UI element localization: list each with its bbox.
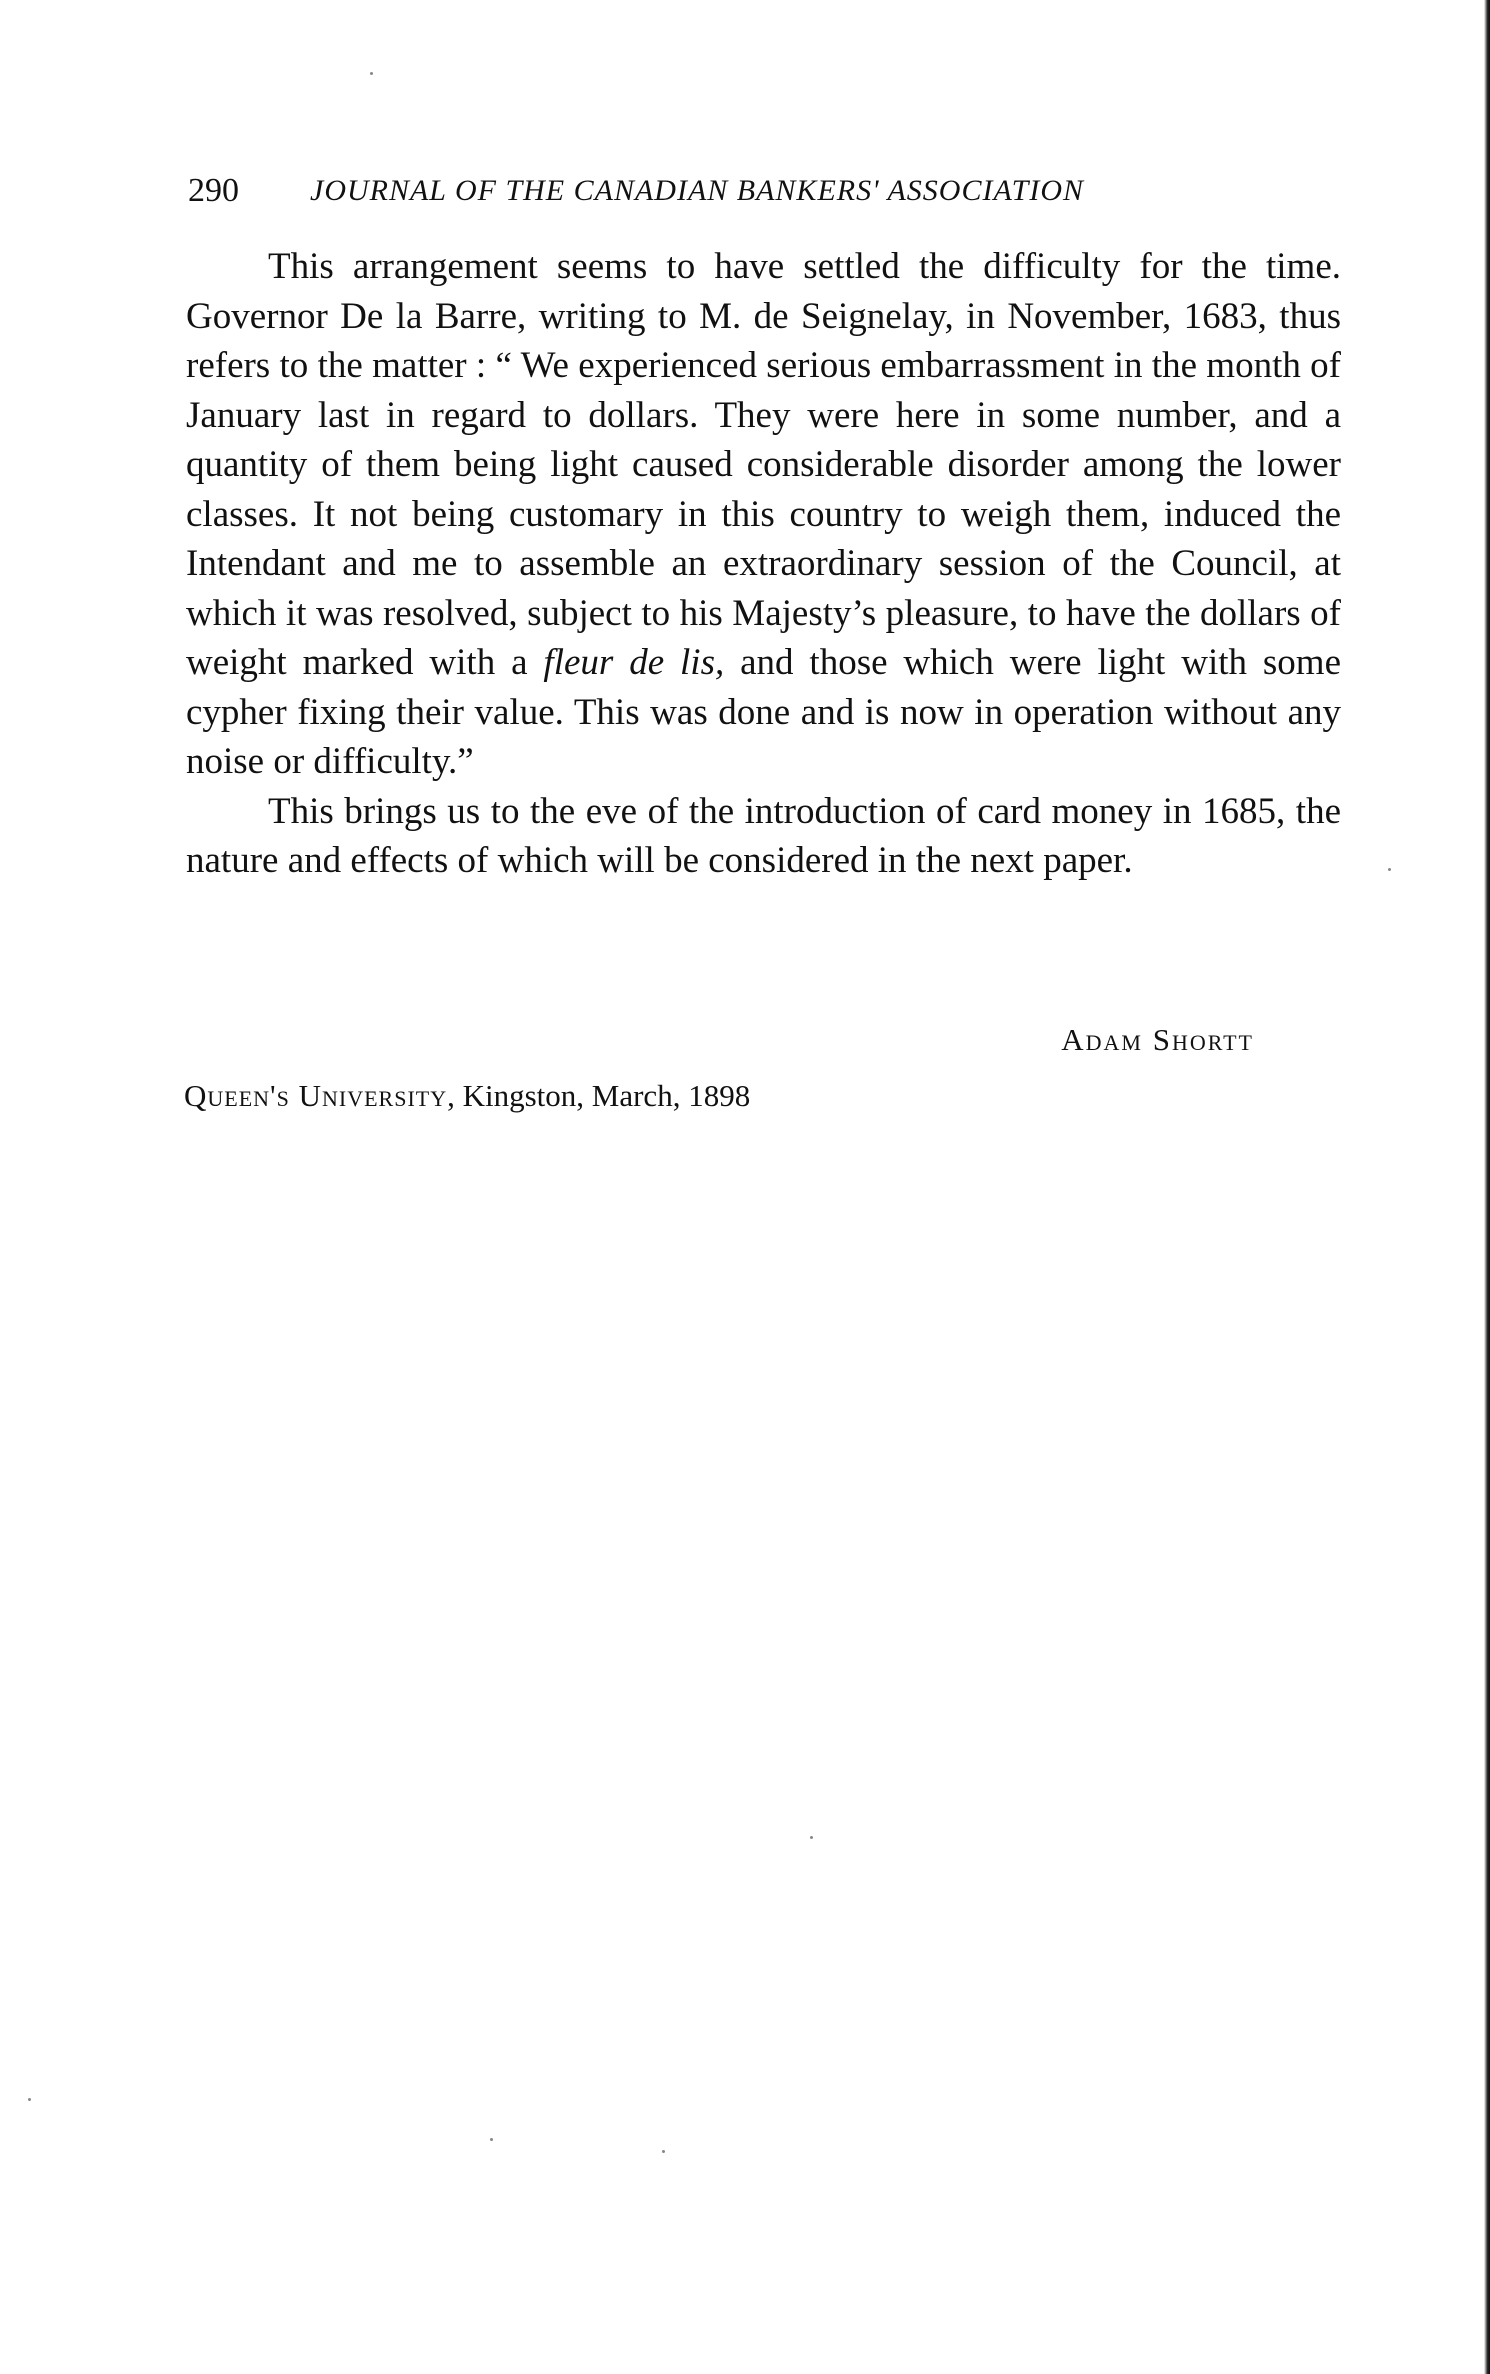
article-body [186, 242, 1341, 886]
author-signature: Adam Shortt [1061, 1022, 1254, 1057]
paper-speck [1388, 868, 1391, 871]
running-head [188, 168, 1228, 214]
paragraph-text: and those which were light with some cypher fixing their value. This was done and is now in operation without any noise or difficulty.” [186, 642, 1341, 782]
journal-title: JOURNAL OF THE CANADIAN BANKERS' ASSOCIATION [310, 174, 1085, 207]
institution-name: Queen's University [184, 1078, 448, 1113]
author-affiliation [184, 1078, 750, 1114]
place-date: , Kingston, March, 1898 [447, 1078, 751, 1113]
paragraph-text: This arrangement seems to have settled the difficulty for the time. Governor De la Barre, writing to M. de Seignelay, in November, 1683, thus refers to the matter : “ We experienced serious embarrassment in the month of January last in regard to dollars. They were here in some number, and a quantity of them being light caused considerable disorder among the lower classes. It not being customary in this country to weigh them, induced the Intendant and me to assemble an extraordinary session of the Council, at which it was resolved, subject to his Majesty’s pleasure, to have the dollars of weight marked with a [186, 246, 1341, 683]
page-number: 290 [188, 172, 239, 209]
italic-phrase: fleur de lis, [543, 642, 725, 683]
paper-speck [810, 1836, 813, 1839]
paper-speck [490, 2138, 493, 2141]
paper-speck [28, 2098, 31, 2101]
paper-speck [370, 72, 373, 75]
paper-speck [662, 2150, 665, 2153]
paragraph: This brings us to the eve of the introduction of card money in 1685, the nature and effects of which will be considered in the next paper. [186, 790, 1341, 881]
page-edge-shadow [1484, 0, 1490, 2374]
paragraph [186, 242, 1341, 787]
